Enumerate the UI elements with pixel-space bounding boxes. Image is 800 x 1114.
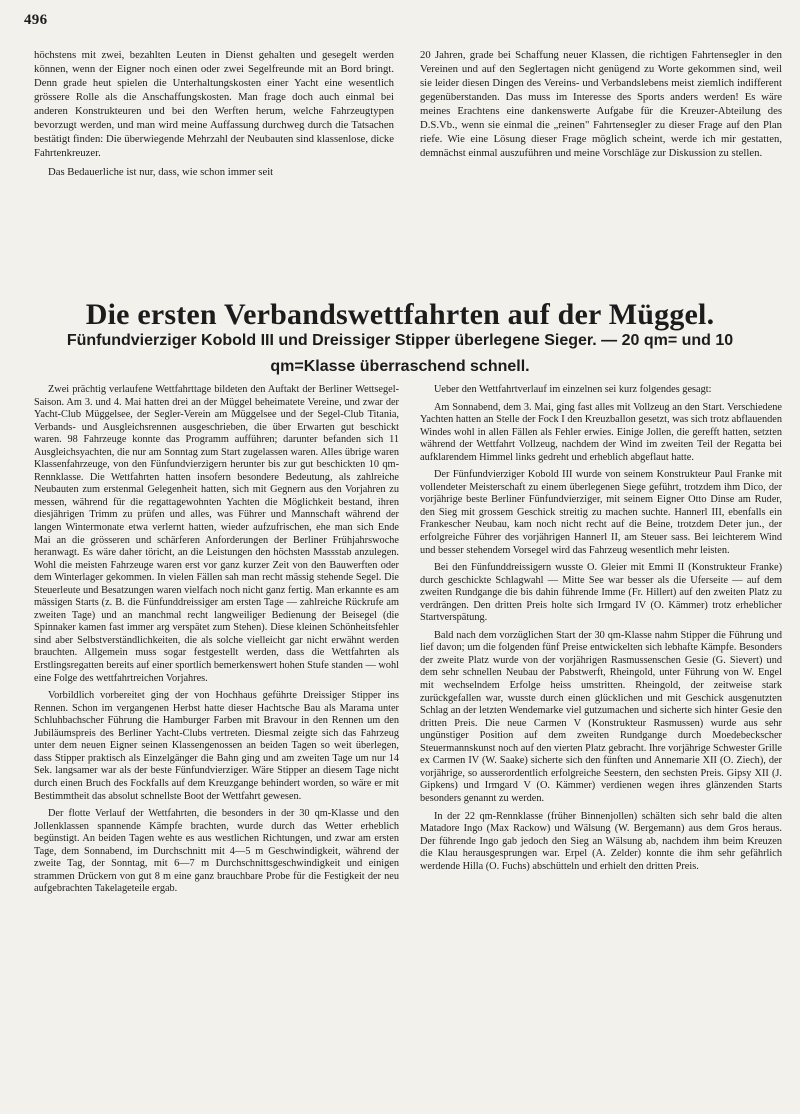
article-subheadline: Fünfundvierziger Kobold III und Dreissiger Stipper überlegene Sieger. — 20 qm= und 10 qm=Klasse überraschend schnell. — [66, 332, 734, 375]
top-left-column — [34, 48, 394, 179]
paragraph: Zwei prächtig verlaufene Wettfahrttage bildeten den Auftakt der Berliner Wettsegel-Saison. Am 3. und 4. Mai hatten drei an der Müggel beheimatete Vereine, und zwar der Yacht-Club Müggelsee, der Segler-Verein am Müggelsee und der Segel-Club Titania, Verbands- und Ausgleichsrennen ausgeschrieben, die über Erwarten gut beschickt waren. 98 Fahrzeuge konnte das Programm aufführen; darunter befanden sich 11 Ausgleichsyachten, die nur am Sonntag zum Start zugelassen waren. Alles übrige waren Klassenfahrzeuge, von den Fünfundvierzigern herunter bis zur gut beschickten 10 qm-Rennklasse. Die Wettfahrten hatten insofern besondere Bedeutung, als zahlreiche Neubauten zum erstenmal Gelegenheit hatten, sich mit Gegnern aus den Vorjahren zu messen, während für die regattagewohnten Yachten die Möglichkeit bestand, ihren diesjährigen Trimm zu prüfen und alles, was Führer und Mannschaft während der langen Wintermonate etwa verlernt hatten, wieder aufzufrischen, ehe man sich Ende Mai an die grösseren und schärferen Anforderungen der Berliner Frühjahrswoche heranwagt. Es wäre daher töricht, an die Leistungen den höchsten Massstab anzulegen. Wohl die meisten Fahrzeuge waren erst vor ganz kurzer Zeit von den Bauwerften oder dem Winterlager gekommen. In vielen Fällen sah man recht mässig stehende Segel. Die Steuerleute und Besatzungen waren vielfach noch nicht ganz fertig. Man erkannte es am mässigen Starts (z. B. die Fünfunddreissiger am ersten Tage — zahlreiche Rückrufe am zweiten Tage) und an manchmal recht langweiliger Bedienung der Beisegel (die Spinnaker kamen fast immer arg verspätet zum Stehen). Diese kleinen Schönheitsfehler sind aber Selbstverständlichkeiten, die als solche vielleicht gar nicht erwähnt werden brauchten. Allgemein muss sogar festgestellt werden, dass die Wettfahrten als Erstlingsregatten bereits auf einer sportlich bemerkenswert hohen Stufe standen — wohl eine Folge des wettfahrtreichen Vorjahres. — [34, 384, 399, 684]
article-left-column — [34, 384, 399, 896]
paragraph: Das Bedauerliche ist nur, dass, wie schon immer seit — [48, 166, 274, 178]
paragraph: Der Fünfundvierziger Kobold III wurde von seinem Konstrukteur Paul Franke mit vollendeter Meisterschaft zu einem überlegenen Siege geführt, trotzdem ihm Dico, der vorjährige beste Berliner Fünfundvierziger, mit seinem Eigner Otto Dinse am Ruder, den Sieg mit grossem Geschick streitig zu machen suchte. Hannerl III, ebenfalls ein Frankescher Neubau, kam noch nicht recht auf die Beine, trotzdem Deter jun., der erfolgreiche Führer des vorjährigen Hannerl II, am Steuer sass. Bei leichterem Wind und besser stehendem Vorsegel wird das Fahrzeug wesentlich mehr leisten. — [420, 469, 782, 556]
paragraph: Der flotte Verlauf der Wettfahrten, die besonders in der 30 qm-Klasse und den Jollenklassen spannende Kämpfe brachten, wurde durch das Wetter erheblich begünstigt. An beiden Tagen wehte es aus westlichen Richtungen, und zwar am ersten Tage, dem Sonnabend, im Durchschnitt mit 4—5 m Geschwindigkeit, während der zweite Tag, der Sonntag, mit 6—7 m Durchschnittsgeschwindigkeit und einigen strammen Drückern von gut 8 m eine ganz brauchbare Probe für die Festigkeit der neu aufgebrachten Takelageteile ergab. — [34, 808, 399, 895]
top-right-column — [420, 48, 782, 160]
paragraph: Ueber den Wettfahrtverlauf im einzelnen sei kurz folgendes gesagt: — [434, 384, 712, 395]
paragraph: Vorbildlich vorbereitet ging der von Hochhaus geführte Dreissiger Stipper ins Rennen. Schon im vergangenen Herbst hatte dieser Hachtsche Bau als Marama unter Schluhbachscher Führung die Hamburger Farben mit Bravour in den Rennen um den Jubiläumspreis des Berliner Yacht-Clubs vertreten. Diesmal zeigte sich das Fahrzeug unter dem neuen Eigner seinen Klassengenossen an beiden Tagen so weit überlegen, dass Stipper praktisch als Einzelgänger die Bahn ging und am zweiten Tage um nur 14 Sek. langsamer war als der beste Fünfundvierziger. Wäre Stipper an diesem Tage nicht durch einen Bruch des Fockfalls auf dem Kreuzgange behindert worden, so wäre er mit Bestimmtheit das absolut schnellste Boot der Wettfahrt gewesen. — [34, 690, 399, 802]
paragraph: In der 22 qm-Rennklasse (früher Binnenjollen) schälten sich sehr bald die alten Matadore Ingo (Max Rackow) und Wälsung (W. Bergemann) aus dem Gros heraus. Der führende Ingo gab jedoch den Sieg an Wälsung ab, nachdem ihm beim Kreuzen die Klau herausgesprungen war. Erpel (A. Zelder) konnte die ihm sehr gefährlich werdende Hilla (O. Fuchs) abschütteln und erhielt den dritten Preis. — [420, 810, 782, 872]
paragraph: Am Sonnabend, dem 3. Mai, ging fast alles mit Vollzeug an den Start. Verschiedene Yachten hatten an Stelle der Fock I den Kreuzballon gesetzt, was sich trotz abflauenden Windes wohl in allen Fällen als Fehler erwies. Einige Jollen, die gerefft hatten, setzten während der Wettfahrt Vollzeug, nachdem der Wind im zweiten Teil der Regatta bei aufklarendem Himmel links gedreht und erheblich abgeflaut hatte. — [420, 401, 782, 463]
paragraph: Bei den Fünfunddreissigern wusste O. Gleier mit Emmi II (Konstrukteur Franke) durch geschickte Schlagwahl — Mitte See war besser als die Uferseite — auf dem zweiten Rundgange die bis dahin führende Imme (Fr. Hillert) auf den zweiten Platz zu verdrängen. Den dritten Preis holte sich Irmgard IV (O. Kämmer) trotz erheblicher Startverspätung. — [420, 562, 782, 624]
article-right-column — [420, 384, 782, 873]
page-number: 496 — [24, 12, 48, 28]
paragraph: höchstens mit zwei, bezahlten Leuten in Dienst gehalten und gesegelt werden können, wenn der Eigner noch einen oder zwei Segelfreunde mit an Bord bringt. Denn grade heut spielen die Unterhaltungskosten einer Yacht eine wesentlich grössere Rolle als die Anschaffungskosten. Man frage doch auch einmal bei anderen Konstrukteuren und bei den Werften herum, welche Fahrzeugtypen bevorzugt werden, und man wird meine Auffassung durchweg durch die Tatsachen bestätigt finden: Die überwiegende Mehrzahl der Neubauten sind klassenlose, dicke Fahrtenkreuzer. — [34, 49, 394, 159]
paragraph: Bald nach dem vorzüglichen Start der 30 qm-Klasse nahm Stipper die Führung und lief davon; um die folgenden fünf Preise entwickelten sich lebhafte Kämpfe. Besonders der zweite Platz wurde von der vorjährigen Rasmussenschen Gesie (G. Sievert) und dem sehr schnellen Neubau der Pabstwerft, Rheingold, unter Führung von W. Engel mit wechselndem Erfolge heiss umstritten. Rheingold, der zeitweise stark zurückgefallen war, wusste durch einen glücklichen und mit Geschick ausgenutzten Schlag an der letzten Wendemarke viel gutzumachen und sicherte sich hinter Gesie den dritten Preis. Die neue Carmen V (Konstrukteur Rasmussen) wurde aus sehr ungünstiger Position auf dem zweiten Rundgange durch Moedebeckscher Steuermannskunst noch auf den vierten Platz gebracht. Ihre vorjährige Schwester Grille ex Carmen IV (W. Saake) sicherte sich den fünften und Annemarie XII (O. Ziech), der vorjährige, so ausserordentlich erfolgreiche Seestern, den sechsten Preis. Gipsy XII (J. Gipkens) und Irmgard V (O. Kämmer) verdienen wegen ihres glänzenden Starts besonders genannt zu werden. — [420, 629, 782, 804]
article-headline: Die ersten Verbandswettfahrten auf der Müggel. — [85, 298, 715, 332]
paragraph: 20 Jahren, grade bei Schaffung neuer Klassen, die richtigen Fahrtensegler in den Vereinen und auf den Seglertagen nicht genügend zu Worte gekommen sind, weil sie leider diesen Dingen des Vereins- und Verbandslebens meist ziemlich indifferent gegenüberstanden. Das muss im Interesse des Sports anders werden! Es wäre meines Erachtens eine dankenswerte Aufgabe für die Kreuzer-Abteilung des D.S.Vb., wenn sie einmal die „reinen" Fahrtensegler zu dieser Frage auf den Plan riefe. Wie eine Lösung dieser Frage möglich scheint, werde ich mir gestatten, demnächst einmal auszuführen und meine Vorschläge zur Diskussion zu stellen. — [420, 49, 782, 159]
